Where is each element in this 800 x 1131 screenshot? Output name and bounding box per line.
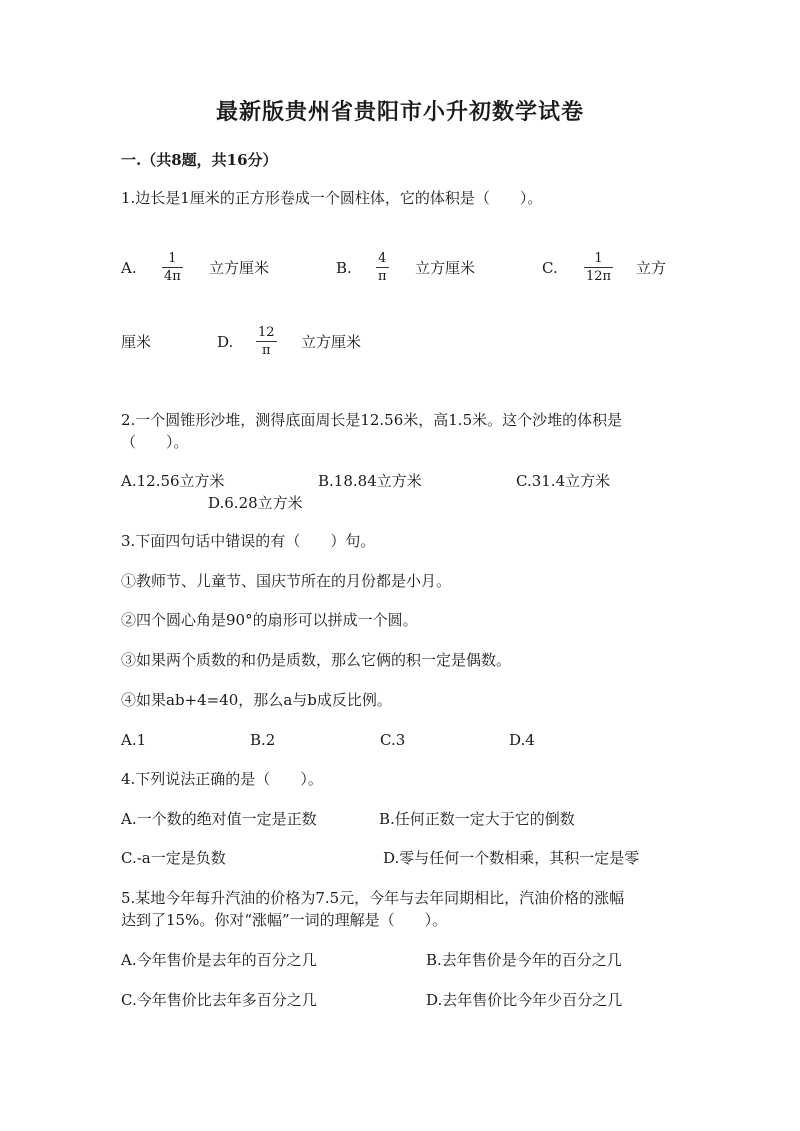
q5-option-a: A.今年售价是去年的百分之几 — [121, 951, 317, 969]
fraction-numerator: 4 — [378, 251, 387, 266]
q1-option-c-fraction — [584, 251, 613, 284]
q3-option-a: A.1 — [121, 731, 147, 749]
q5-stem-line2: 达到了15%。你对“涨幅”一词的理解是（ ）。 — [121, 911, 448, 929]
fraction-denominator: π — [378, 269, 387, 284]
q1-option-a-label: A. — [121, 259, 137, 277]
q4-option-a: A.一个数的绝对值一定是正数 — [121, 810, 317, 828]
q2-option-c: C.31.4立方米 — [516, 472, 611, 490]
q1-option-a-unit: 立方厘米 — [209, 259, 270, 277]
q2-option-d: D.6.28立方米 — [208, 494, 303, 512]
fraction-numerator: 12 — [258, 325, 275, 340]
q4-option-c: C.-a一定是负数 — [121, 849, 226, 867]
section-heading: 一.（共8题，共16分） — [121, 151, 278, 169]
q2-option-a: A.12.56立方米 — [121, 472, 225, 490]
q5-option-c: C.今年售价比去年多百分之几 — [121, 991, 317, 1009]
q5-option-b: B.去年售价是今年的百分之几 — [426, 951, 622, 969]
q3-option-c: C.3 — [380, 731, 406, 749]
q1-option-c-label: C. — [542, 259, 558, 277]
q3-option-b: B.2 — [250, 731, 276, 749]
q1-option-c-unit-cont: 厘米 — [121, 333, 152, 351]
q1-option-b-label: B. — [336, 259, 352, 277]
q3-statement-3: ③如果两个质数的和仍是质数，那么它俩的积一定是偶数。 — [121, 651, 512, 669]
q3-statement-4: ④如果ab+4=40，那么a与b成反比例。 — [121, 691, 392, 709]
q3-stem: 3.下面四句话中错误的有（ ）句。 — [121, 532, 376, 550]
fraction-denominator: 12π — [586, 269, 612, 284]
q1-option-c-unit: 立方 — [636, 259, 667, 277]
q3-option-d: D.4 — [509, 731, 535, 749]
q1-option-a-fraction — [162, 251, 183, 284]
q5-option-d: D.去年售价比今年少百分之几 — [426, 991, 623, 1009]
q4-option-b: B.任何正数一定大于它的倒数 — [379, 810, 575, 828]
q1-option-d-label: D. — [217, 333, 234, 351]
fraction-bar — [162, 267, 183, 268]
q3-statement-1: ①教师节、儿童节、国庆节所在的月份都是小月。 — [121, 572, 452, 590]
q4-stem: 4.下列说法正确的是（ ）。 — [121, 770, 323, 788]
q2-option-b: B.18.84立方米 — [318, 472, 422, 490]
fraction-numerator: 1 — [168, 251, 177, 266]
q5-stem-line1: 5.某地今年每升汽油的价格为7.5元，今年与去年同期相比，汽油价格的涨幅 — [121, 889, 625, 907]
fraction-numerator: 1 — [594, 251, 603, 266]
q1-option-d-unit: 立方厘米 — [301, 333, 362, 351]
q4-option-d: D.零与任何一个数相乘，其积一定是零 — [383, 849, 640, 867]
q1-stem: 1.边长是1厘米的正方形卷成一个圆柱体，它的体积是（ ）。 — [121, 189, 543, 207]
fraction-denominator: 4π — [164, 269, 181, 284]
q1-option-b-unit: 立方厘米 — [415, 259, 476, 277]
q1-option-d-fraction — [256, 325, 277, 358]
page-title: 最新版贵州省贵阳市小升初数学试卷 — [215, 99, 584, 125]
fraction-denominator: π — [262, 343, 271, 358]
q2-stem-line1: 2.一个圆锥形沙堆，测得底面周长是12.56米，高1.5米。这个沙堆的体积是 — [121, 411, 623, 429]
q3-statement-2: ②四个圆心角是90°的扇形可以拼成一个圆。 — [121, 611, 418, 629]
fraction-bar — [376, 267, 389, 268]
q2-stem-line2: （ ）。 — [121, 433, 189, 451]
fraction-bar — [584, 267, 613, 268]
fraction-bar — [256, 341, 277, 342]
q1-option-b-fraction — [376, 251, 389, 284]
